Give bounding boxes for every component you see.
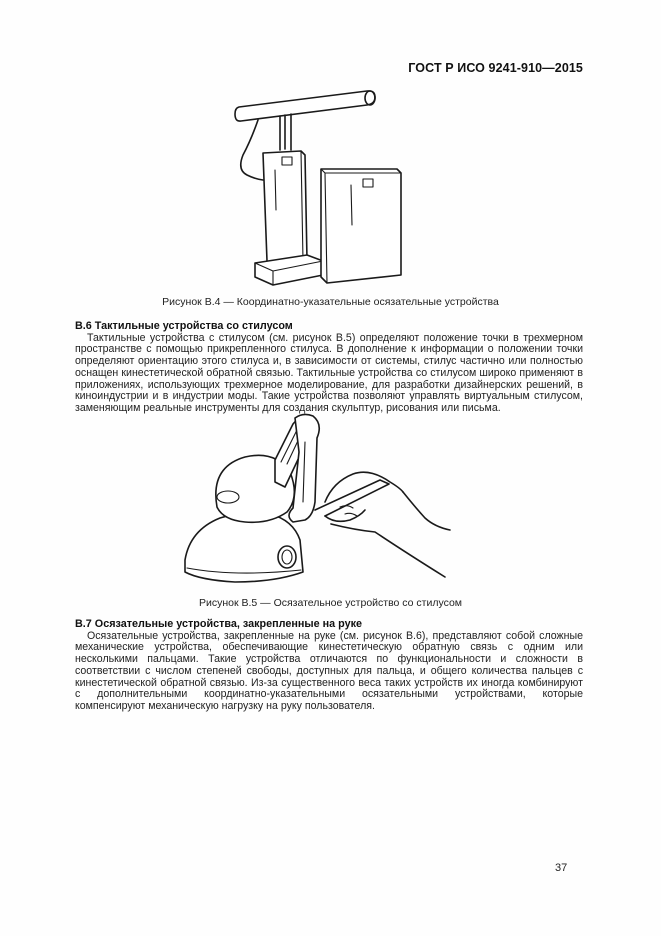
section-b7-heading: В.7 Осязательные устройства, закрепленные на руке [75,618,363,630]
figure-b4-caption: Рисунок В.4 — Координатно-указательные осязательные устройства [162,296,499,308]
document-id-header: ГОСТ Р ИСО 9241-910—2015 [408,61,583,75]
figure-b5-illustration [175,412,485,590]
section-b7-paragraph: Осязательные устройства, закрепленные на руке (см. рисунок В.6), представляют собой сложные механические устройства, обеспечивающие кинестетическую обратную связь с одним или несколькими пальцами. Такие устройства отличаются по функциональности и сложности в соответствии с числом степеней свободы, доступных для пальца, и общего количества пальцев с кинестетической обратной связью. Из-за существенного веса таких устройств их иногда комбинируют с дополнительными координатно-указательными осязательными устройствами, которые компенсируют механическую нагрузку на руку пользователя. [75,629,583,712]
section-b7 [75,619,583,713]
pointing-haptic-device-icon [225,85,425,290]
page-number: 37 [555,862,568,874]
stylus-haptic-device-icon [175,412,485,590]
section-b6-heading: В.6 Тактильные устройства со стилусом [75,320,293,332]
figure-b4-illustration [225,85,425,290]
section-b6-paragraph: Тактильные устройства с стилусом (см. рисунок В.5) определяют положение точки в трехмерном пространстве с помощью прикрепленного стилуса. В дополнение к информации о положении точки определяют ориентацию этого стилуса и, в зависимости от системы, стилус частично или полностью оснащен кинестетической обратной связью. Тактильные устройства со стилусом широко применяют в приложениях, использующих трехмерное моделирование, для разработки дизайнерских решений, в киноиндустрии и в индустрии моды. Такие устройства позволяют управлять виртуальным стилусом, заменяющим реальные инструменты для создания скульптур, рисования или письма. [75,331,583,414]
figure-b5-caption: Рисунок В.5 — Осязательное устройство со стилусом [198,597,463,609]
section-b6 [75,321,583,415]
